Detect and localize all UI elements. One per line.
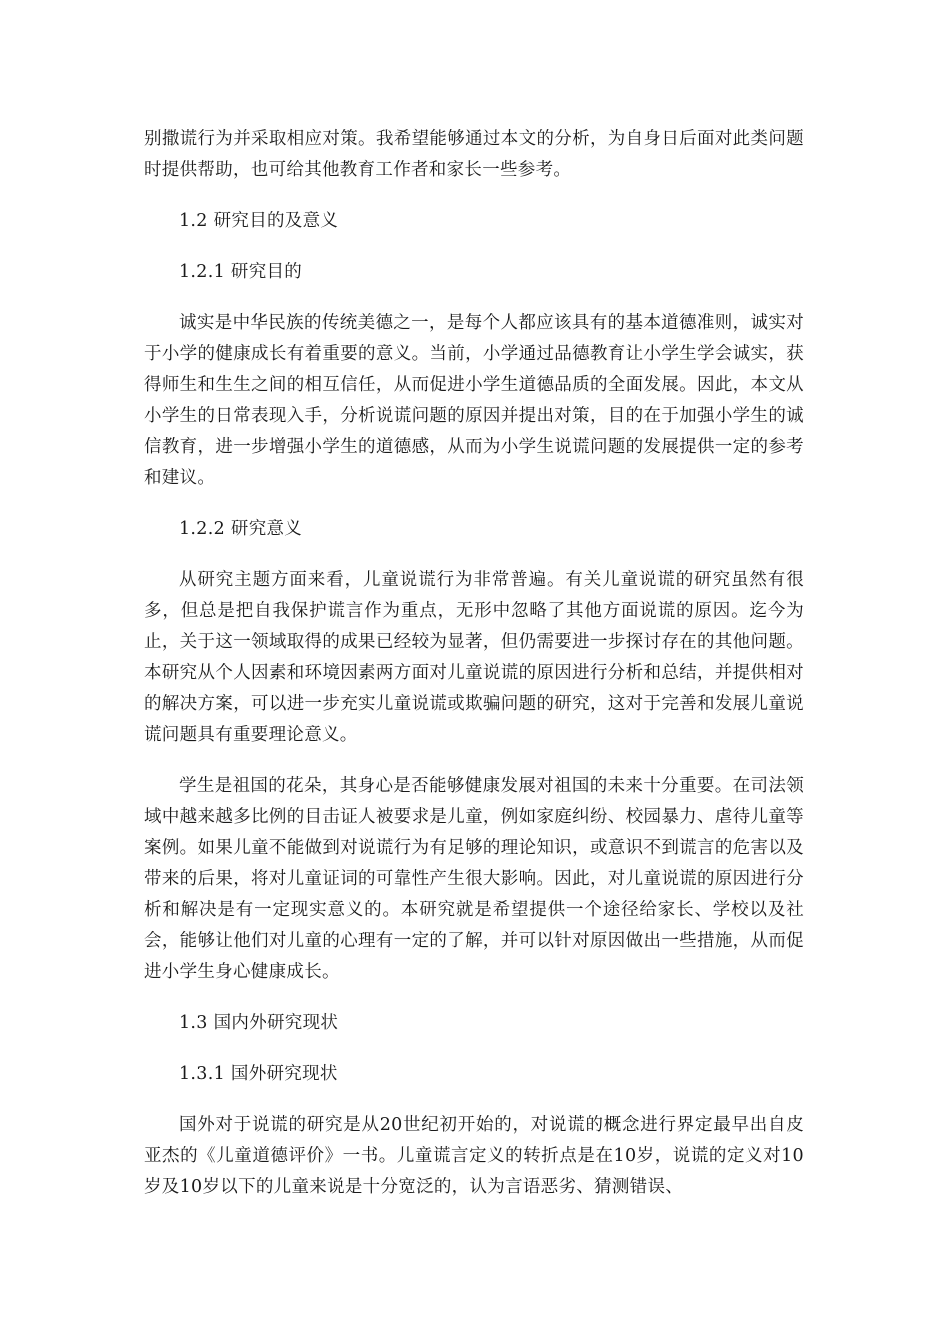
paragraph-foreign-research: 国外对于说谎的研究是从20世纪初开始的，对说谎的概念进行界定最早出自皮亚杰的《儿童道德评价》一书。儿童谎言定义的转折点是在10岁，说谎的定义对10岁及10岁以下的儿童来说是十分宽泛的，认为言语恶劣、猜测错误、 xyxy=(144,1115,804,1197)
paragraph-research-purpose: 诚实是中华民族的传统美德之一，是每个人都应该具有的基本道德准则，诚实对于小学的健康成长有着重要的意义。当前，小学通过品德教育让小学生学会诚实，获得师生和生生之间的相互信任，从而促进小学生道德品质的全面发展。因此，本文从小学生的日常表现入手，分析说谎问题的原因并提出对策，目的在于加强小学生的诚信教育，进一步增强小学生的道德感，从而为小学生说谎问题的发展提供一定的参考和建议。 xyxy=(144,313,804,488)
section-heading-1-3: 1.3 国内外研究现状 xyxy=(179,1013,339,1033)
paragraph-continued: 别撒谎行为并采取相应对策。我希望能够通过本文的分析，为自身日后面对此类问题时提供帮助，也可给其他教育工作者和家长一些参考。 xyxy=(144,129,804,180)
subsection-heading-1-3-1: 1.3.1 国外研究现状 xyxy=(179,1064,338,1084)
subsection-heading-1-2-2: 1.2.2 研究意义 xyxy=(179,519,303,539)
section-heading-1-2: 1.2 研究目的及意义 xyxy=(179,211,339,231)
document-body xyxy=(144,124,804,1223)
paragraph-practical-significance: 学生是祖国的花朵，其身心是否能够健康发展对祖国的未来十分重要。在司法领域中越来越多比例的目击证人被要求是儿童，例如家庭纠纷、校园暴力、虐待儿童等案例。如果儿童不能做到对说谎行为有足够的理论知识，或意识不到谎言的危害以及带来的后果，将对儿童证词的可靠性产生很大影响。因此，对儿童说谎的原因进行分析和解决是有一定现实意义的。本研究就是希望提供一个途径给家长、学校以及社会，能够让他们对儿童的心理有一定的了解，并可以针对原因做出一些措施，从而促进小学生身心健康成长。 xyxy=(144,776,804,982)
subsection-heading-1-2-1: 1.2.1 研究目的 xyxy=(179,262,303,282)
paragraph-theoretical-significance: 从研究主题方面来看，儿童说谎行为非常普遍。有关儿童说谎的研究虽然有很多，但总是把自我保护谎言作为重点，无形中忽略了其他方面说谎的原因。迄今为止，关于这一领域取得的成果已经较为显著，但仍需要进一步探讨存在的其他问题。本研究从个人因素和环境因素两方面对儿童说谎的原因进行分析和总结，并提供相对的解决方案，可以进一步充实儿童说谎或欺骗问题的研究，这对于完善和发展儿童说谎问题具有重要理论意义。 xyxy=(144,570,804,745)
